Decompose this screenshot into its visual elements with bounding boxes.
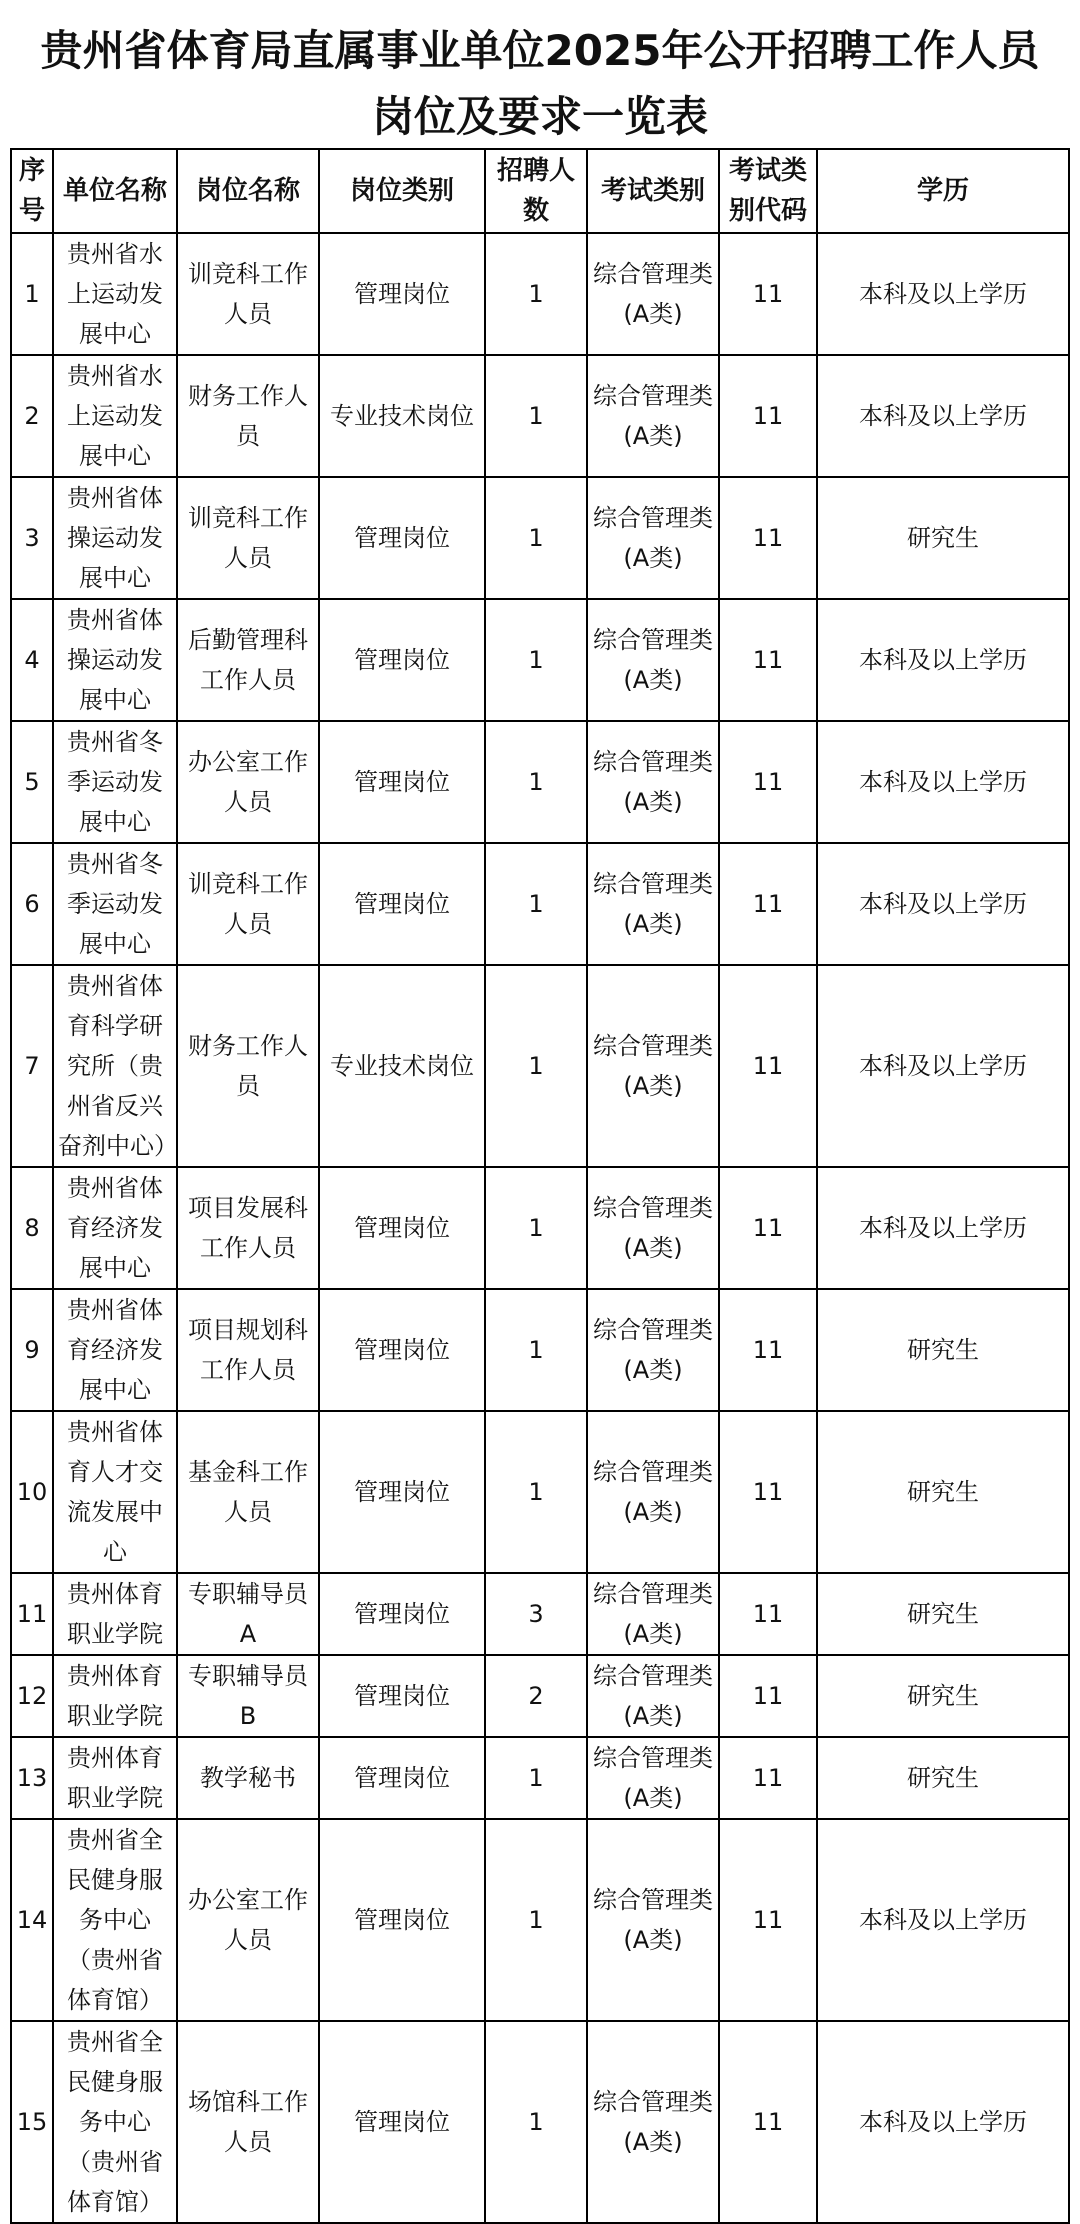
cell-category: 管理岗位 — [319, 233, 485, 355]
table-row — [11, 1655, 1069, 1737]
cell-exam-code: 11 — [719, 599, 817, 721]
cell-index: 3 — [11, 477, 53, 599]
cell-position: 基金科工作人员 — [177, 1411, 319, 1573]
table-header-row — [11, 149, 1069, 233]
cell-exam-code: 11 — [719, 233, 817, 355]
cell-education: 研究生 — [817, 1411, 1069, 1573]
cell-category: 管理岗位 — [319, 1573, 485, 1655]
cell-count: 1 — [485, 599, 587, 721]
cell-unit: 贵州省全民健身服务中心（贵州省体育馆） — [53, 2021, 177, 2223]
cell-category: 管理岗位 — [319, 1411, 485, 1573]
cell-exam-type: 综合管理类(A类) — [587, 965, 719, 1167]
cell-category: 管理岗位 — [319, 2021, 485, 2223]
cell-index: 7 — [11, 965, 53, 1167]
cell-unit: 贵州省体操运动发展中心 — [53, 477, 177, 599]
cell-index: 15 — [11, 2021, 53, 2223]
cell-education: 研究生 — [817, 1573, 1069, 1655]
cell-index: 13 — [11, 1737, 53, 1819]
cell-index: 14 — [11, 1819, 53, 2021]
cell-position: 训竞科工作人员 — [177, 843, 319, 965]
cell-exam-code: 11 — [719, 355, 817, 477]
cell-position: 项目发展科工作人员 — [177, 1167, 319, 1289]
cell-exam-type: 综合管理类(A类) — [587, 1411, 719, 1573]
cell-education: 研究生 — [817, 1737, 1069, 1819]
cell-exam-type: 综合管理类(A类) — [587, 843, 719, 965]
cell-unit: 贵州省水上运动发展中心 — [53, 233, 177, 355]
cell-count: 1 — [485, 2021, 587, 2223]
cell-education: 本科及以上学历 — [817, 233, 1069, 355]
header-exam-code: 考试类别代码 — [719, 149, 817, 233]
cell-count: 1 — [485, 721, 587, 843]
cell-index: 11 — [11, 1573, 53, 1655]
cell-exam-code: 11 — [719, 1289, 817, 1411]
cell-education: 本科及以上学历 — [817, 599, 1069, 721]
cell-exam-code: 11 — [719, 1655, 817, 1737]
cell-unit: 贵州体育职业学院 — [53, 1737, 177, 1819]
cell-exam-code: 11 — [719, 965, 817, 1167]
cell-unit: 贵州省水上运动发展中心 — [53, 355, 177, 477]
cell-unit: 贵州体育职业学院 — [53, 1573, 177, 1655]
table-row — [11, 1737, 1069, 1819]
cell-education: 本科及以上学历 — [817, 721, 1069, 843]
cell-position: 教学秘书 — [177, 1737, 319, 1819]
cell-exam-type: 综合管理类(A类) — [587, 355, 719, 477]
cell-position: 专职辅导员A — [177, 1573, 319, 1655]
cell-index: 5 — [11, 721, 53, 843]
cell-unit: 贵州省全民健身服务中心（贵州省体育馆） — [53, 1819, 177, 2021]
cell-exam-code: 11 — [719, 1167, 817, 1289]
table-row — [11, 1411, 1069, 1573]
header-category: 岗位类别 — [319, 149, 485, 233]
table-row — [11, 477, 1069, 599]
table-row — [11, 355, 1069, 477]
table-row — [11, 721, 1069, 843]
cell-category: 专业技术岗位 — [319, 965, 485, 1167]
cell-unit: 贵州省冬季运动发展中心 — [53, 843, 177, 965]
cell-index: 2 — [11, 355, 53, 477]
cell-exam-type: 综合管理类(A类) — [587, 721, 719, 843]
cell-index: 6 — [11, 843, 53, 965]
cell-position: 财务工作人员 — [177, 965, 319, 1167]
cell-category: 管理岗位 — [319, 843, 485, 965]
cell-count: 1 — [485, 1167, 587, 1289]
cell-unit: 贵州省体育人才交流发展中心 — [53, 1411, 177, 1573]
cell-education: 本科及以上学历 — [817, 355, 1069, 477]
cell-exam-code: 11 — [719, 721, 817, 843]
cell-education: 本科及以上学历 — [817, 1167, 1069, 1289]
cell-position: 训竞科工作人员 — [177, 477, 319, 599]
cell-exam-type: 综合管理类(A类) — [587, 1289, 719, 1411]
cell-unit: 贵州体育职业学院 — [53, 1655, 177, 1737]
cell-unit: 贵州省冬季运动发展中心 — [53, 721, 177, 843]
cell-exam-type: 综合管理类(A类) — [587, 1819, 719, 2021]
cell-exam-type: 综合管理类(A类) — [587, 477, 719, 599]
cell-education: 本科及以上学历 — [817, 2021, 1069, 2223]
cell-position: 训竞科工作人员 — [177, 233, 319, 355]
table-row — [11, 1573, 1069, 1655]
cell-exam-type: 综合管理类(A类) — [587, 1573, 719, 1655]
cell-count: 1 — [485, 843, 587, 965]
header-unit: 单位名称 — [53, 149, 177, 233]
cell-education: 研究生 — [817, 477, 1069, 599]
cell-index: 4 — [11, 599, 53, 721]
cell-exam-code: 11 — [719, 2021, 817, 2223]
cell-education: 本科及以上学历 — [817, 843, 1069, 965]
cell-exam-type: 综合管理类(A类) — [587, 1737, 719, 1819]
table-row — [11, 965, 1069, 1167]
cell-count: 1 — [485, 1819, 587, 2021]
cell-index: 12 — [11, 1655, 53, 1737]
table-row — [11, 1167, 1069, 1289]
cell-education: 本科及以上学历 — [817, 1819, 1069, 2021]
cell-exam-code: 11 — [719, 1819, 817, 2021]
cell-category: 管理岗位 — [319, 477, 485, 599]
cell-category: 管理岗位 — [319, 1819, 485, 2021]
cell-category: 管理岗位 — [319, 1167, 485, 1289]
cell-category: 管理岗位 — [319, 721, 485, 843]
cell-count: 2 — [485, 1655, 587, 1737]
cell-position: 专职辅导员B — [177, 1655, 319, 1737]
table-row — [11, 1819, 1069, 2021]
cell-exam-code: 11 — [719, 1737, 817, 1819]
cell-unit: 贵州省体育科学研究所（贵州省反兴奋剂中心） — [53, 965, 177, 1167]
cell-exam-code: 11 — [719, 1411, 817, 1573]
cell-count: 1 — [485, 1411, 587, 1573]
cell-exam-type: 综合管理类(A类) — [587, 233, 719, 355]
cell-exam-code: 11 — [719, 1573, 817, 1655]
cell-position: 场馆科工作人员 — [177, 2021, 319, 2223]
cell-index: 10 — [11, 1411, 53, 1573]
cell-exam-type: 综合管理类(A类) — [587, 1655, 719, 1737]
cell-position: 办公室工作人员 — [177, 721, 319, 843]
cell-exam-type: 综合管理类(A类) — [587, 1167, 719, 1289]
cell-education: 研究生 — [817, 1289, 1069, 1411]
positions-table — [10, 148, 1070, 2224]
cell-exam-type: 综合管理类(A类) — [587, 2021, 719, 2223]
cell-category: 专业技术岗位 — [319, 355, 485, 477]
cell-category: 管理岗位 — [319, 1655, 485, 1737]
cell-education: 本科及以上学历 — [817, 965, 1069, 1167]
table-row — [11, 233, 1069, 355]
cell-index: 1 — [11, 233, 53, 355]
cell-exam-code: 11 — [719, 843, 817, 965]
cell-count: 3 — [485, 1573, 587, 1655]
cell-index: 9 — [11, 1289, 53, 1411]
cell-position: 后勤管理科工作人员 — [177, 599, 319, 721]
cell-index: 8 — [11, 1167, 53, 1289]
cell-category: 管理岗位 — [319, 1289, 485, 1411]
cell-exam-code: 11 — [719, 477, 817, 599]
cell-exam-type: 综合管理类(A类) — [587, 599, 719, 721]
cell-position: 项目规划科工作人员 — [177, 1289, 319, 1411]
cell-unit: 贵州省体育经济发展中心 — [53, 1289, 177, 1411]
cell-count: 1 — [485, 965, 587, 1167]
header-count: 招聘人数 — [485, 149, 587, 233]
title-line-1: 贵州省体育局直属事业单位2025年公开招聘工作人员 — [40, 26, 1040, 75]
cell-count: 1 — [485, 477, 587, 599]
cell-unit: 贵州省体育经济发展中心 — [53, 1167, 177, 1289]
table-row — [11, 599, 1069, 721]
header-index: 序号 — [11, 149, 53, 233]
cell-count: 1 — [485, 355, 587, 477]
header-exam-type: 考试类别 — [587, 149, 719, 233]
cell-position: 财务工作人员 — [177, 355, 319, 477]
cell-count: 1 — [485, 1737, 587, 1819]
table-row — [11, 2021, 1069, 2223]
header-position: 岗位名称 — [177, 149, 319, 233]
cell-position: 办公室工作人员 — [177, 1819, 319, 2021]
cell-education: 研究生 — [817, 1655, 1069, 1737]
table-row — [11, 1289, 1069, 1411]
cell-category: 管理岗位 — [319, 599, 485, 721]
document-title — [0, 18, 1080, 150]
cell-count: 1 — [485, 1289, 587, 1411]
table-row — [11, 843, 1069, 965]
title-line-2: 岗位及要求一览表 — [371, 92, 708, 141]
cell-unit: 贵州省体操运动发展中心 — [53, 599, 177, 721]
cell-count: 1 — [485, 233, 587, 355]
cell-category: 管理岗位 — [319, 1737, 485, 1819]
header-education: 学历 — [817, 149, 1069, 233]
